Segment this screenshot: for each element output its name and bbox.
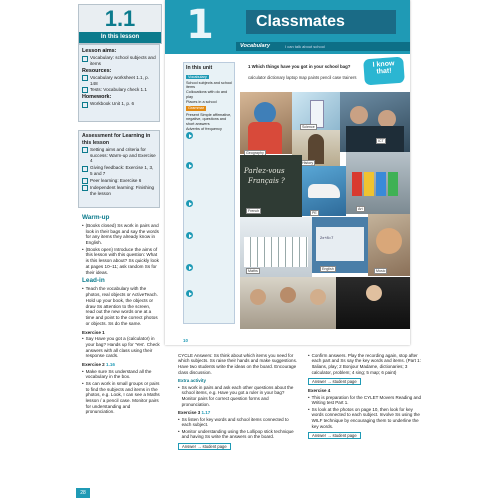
- grammar-tag: Grammar: [188, 106, 205, 111]
- leadin-title: Lead-in: [82, 277, 105, 285]
- checkbox-icon: [82, 75, 88, 81]
- photo-label: History: [302, 161, 314, 165]
- target-icon: [82, 147, 88, 153]
- assessment-box: [78, 130, 160, 208]
- unit-item: Collocations with do and play: [186, 90, 228, 100]
- photo-boys-ict: [340, 92, 410, 152]
- homework-title: Homework:: [82, 94, 112, 101]
- aim-item: Vocabulary: school subjects and items: [90, 55, 156, 66]
- photo-label: Geography: [246, 151, 264, 155]
- warmup-item: (Books closed) Ss work in pairs and look in their bags and say the words for any items they already know in English.: [85, 223, 159, 246]
- leadin-item: Teach the vocabulary with the photos, real objects or ActiveTeach. Hold up your book, the objects or draw Ss attention to the screen, read out the new words one at a time and point to the correct photos or objects. Ss do the same.: [85, 286, 158, 326]
- photo-book-text: [312, 217, 368, 273]
- photo-label: Science: [302, 125, 315, 129]
- vocabulary-tag: Vocabulary: [188, 74, 207, 79]
- answer-link[interactable]: Answer → student page: [178, 443, 231, 450]
- photo-boy-globe: [240, 92, 292, 154]
- photo-paints: [346, 152, 410, 214]
- exercise3-item: Monitor understanding using the Lollipop stick technique and having Ss write the answers on the board.: [181, 428, 294, 440]
- chalk-text-2: Français ?: [248, 177, 285, 185]
- audio-track: 1.16: [106, 362, 115, 368]
- afl-item: Peer learning: Exercise 6: [90, 177, 142, 183]
- vocab-sub: I can talk about school: [285, 44, 325, 49]
- chalk-text-1: Parlez-vous: [244, 167, 285, 175]
- homework-item: Workbook Unit 1, p. 6: [90, 101, 135, 107]
- audio-play-icon[interactable]: [186, 132, 193, 139]
- note-text: Confirm answers. Play the recording again, stop after each part and Ss say the key words and items. (Part 1: Italians, play; 2 Bonjour Madame, dictionaries; 3 calculator, problem; 4 sing; 5 map; 6 paint): [311, 352, 421, 375]
- checkbox-icon: [82, 56, 88, 62]
- answer-link[interactable]: Answer → student page: [308, 432, 361, 439]
- word-list: calculator dictionary laptop map paints pencil case trainers: [248, 75, 357, 80]
- notes-column-middle: CYCLE Answers: Ss think about which items you need for which subjects. Ss raise their hands and make suggestions. Have two students write the ideas on the board. Encourage class discussion. Extra activity • Ss work in pairs and ask each other questions about the school items, e.g. Have you got a ruler in your bag? Monitor pairs for correct question forms and pronunciation. Exercise 3 1.17 • Ss listen for key words and school items connected to each subject. • Monitor understanding using the Lollipop stick technique and having Ss write the answers on the board. Answer → student page: [178, 352, 298, 449]
- exercise3-item: Ss listen for key words and school items connected to each subject.: [181, 416, 289, 428]
- photo-label: Maths: [248, 269, 258, 273]
- warmup-section: Warm-up • (Books closed) Ss work in pairs and look in their bags and say the words for any items they already know in English. • (Books open) Introduce the aims of this lesson with this question: What is this lesson about? Ss quickly look at pages 10–11; ask random Ss for their ideas. Lead-in • Teach the vocabulary with the photos, real objects or ActiveTeach. Hold up your book, the objects or draw Ss attention to the screen, read out the new words one at a time and point to the correct photos or objects. Ss do the same. Exercise 1 • Say Have you got a (calculator) in your bag? Hands up for 'Yes'. Check answers with all class using their response cards. Exercise 2 1.16 • Make sure Ss understand all the vocabulary in the box. • Ss can work in small groups or pairs to find the subjects and items in the photos, e.g. Look, I can see a Maths lesson / a pencil case. Monitor pairs for understanding and pronunciation.: [82, 214, 160, 415]
- photo-label: English: [322, 267, 334, 271]
- audio-play-icon[interactable]: [186, 232, 193, 239]
- exercise2-title: Exercise 2: [82, 362, 105, 368]
- resource-item: Vocabulary worksheet 1.1, p. 148: [90, 74, 149, 86]
- in-this-unit-box: [183, 62, 235, 324]
- afl-item: Independent learning: Finishing the lesson: [90, 184, 155, 196]
- warmup-title: Warm-up: [82, 214, 110, 221]
- independent-icon: [82, 185, 88, 191]
- photo-classroom: [240, 277, 336, 329]
- unit-number: 1: [186, 2, 214, 48]
- afl-title: Assessment for Learning in this lesson: [82, 133, 151, 146]
- extra-item: Ss work in pairs and ask each other questions about the school items, e.g. Have you got a ruler in your bag? Monitor pairs for correct question forms and pronunciation.: [181, 384, 294, 407]
- photo-music: [368, 214, 410, 276]
- exercise1-item: Say Have you got a (calculator) in your bag? Hands up for 'Yes'. Check answers with all class using their response cards.: [85, 336, 160, 359]
- lesson-number: 1.1: [104, 6, 136, 31]
- exercise3-title: Exercise 3: [178, 410, 201, 416]
- checkbox-icon: [82, 102, 88, 108]
- resources-title: Resources:: [82, 67, 112, 74]
- grammar-item: Adverbs of frequency: [186, 127, 222, 132]
- audio-play-icon[interactable]: [186, 200, 193, 207]
- audio-play-icon[interactable]: [186, 264, 193, 271]
- book-formula: 2x+8=7: [320, 235, 334, 240]
- afl-item: Setting aims and criteria for success: Warm-up and Exercise 4: [90, 147, 156, 164]
- photo-label: Music: [376, 269, 386, 273]
- exercise1-title: Exercise 1: [82, 329, 105, 335]
- photo-label: French: [248, 209, 260, 213]
- answer-link[interactable]: Answer → student page: [308, 378, 361, 385]
- extra-activity-title: Extra activity: [178, 378, 207, 384]
- note-text: CYCLE Answers: Ss think about which items you need for which subjects. Ss raise their hands and make suggestions. Have two students write the ideas on the board. Encourage class discussion.: [178, 352, 298, 375]
- page-number: 10: [183, 338, 188, 343]
- photo-label: ICT: [378, 139, 384, 143]
- exercise2-item: Make sure Ss understand all the vocabulary in the box.: [85, 368, 152, 380]
- warmup-item: (Books open) Introduce the aims of this lesson with this question: What is this lesson about? Ss quickly look at pages 10–11; ask random Ss for their ideas.: [85, 246, 159, 275]
- photo-label: Art: [358, 207, 363, 211]
- photo-label: PE: [312, 211, 317, 215]
- i-know-line: I know: [372, 60, 395, 69]
- photo-teacher: [336, 277, 410, 329]
- audio-play-icon[interactable]: [186, 162, 193, 169]
- feedback-icon: [82, 166, 88, 172]
- audio-play-icon[interactable]: [186, 290, 193, 297]
- notes-column-right: • Confirm answers. Play the recording again, stop after each part and Ss say the key words and items. (Part 1: Italians, play; 2 Bonjour Madame, dictionaries; 3 calculator, problem; 4 sing; 5 map; 6 paint) Answer → student page Exercise 4 • This is preparation for the CYLET Movers Reading and Writing test Part 1. • Ss look at the photos on page 10, then look for key words connected to each subject. Involve Ss using the WILF technique by encouraging them to underline the key words. Answer → student page: [308, 352, 426, 439]
- checkbox-icon: [82, 87, 88, 93]
- audio-track: 1.17: [201, 410, 211, 416]
- peer-icon: [82, 178, 88, 184]
- exercise4-item: This is preparation for the CYLET Movers Reading and Writing test Part 1.: [311, 394, 422, 406]
- question-1: 1 Which things have you got in your school bag?: [248, 64, 351, 69]
- in-this-unit-title: In this unit: [186, 65, 213, 71]
- that-line: that!: [376, 67, 392, 76]
- lesson-aims-box: [78, 44, 160, 122]
- aims-title: Lesson aims:: [82, 48, 117, 54]
- exercise2-item: Ss can work in small groups or pairs to find the subjects and items in the photos, e.g. Look, I can see a Maths lesson / a pencil case. Monitor pairs for understanding and pronunciation.: [85, 380, 160, 415]
- unit-title: Classmates: [256, 13, 345, 30]
- unit-item: School subjects and school items: [186, 80, 233, 90]
- exercise4-title: Exercise 4: [308, 388, 331, 394]
- exercise4-item: Ss look at the photos on page 10, then look for key words connected to each subject. Involve Ss using the WILF technique by encouraging them to underline the key words.: [311, 406, 420, 429]
- resource-item: Tests: Vocabulary check 1.1: [90, 86, 147, 92]
- i-know-that-badge: [363, 57, 405, 86]
- grammar-item: Present Simple affirmative, negative, questions and short answers: [186, 112, 232, 127]
- vocab-label: Vocabulary: [240, 43, 270, 49]
- in-this-lesson-label: In this lesson: [79, 32, 161, 43]
- page-footer-number: 28: [76, 488, 90, 498]
- afl-item: Giving feedback: Exercise 1, 3, 5 and 7: [90, 165, 154, 176]
- lesson-number-block: [78, 4, 162, 44]
- unit-item: Places in a school: [186, 100, 217, 105]
- photo-sneakers: [302, 166, 346, 216]
